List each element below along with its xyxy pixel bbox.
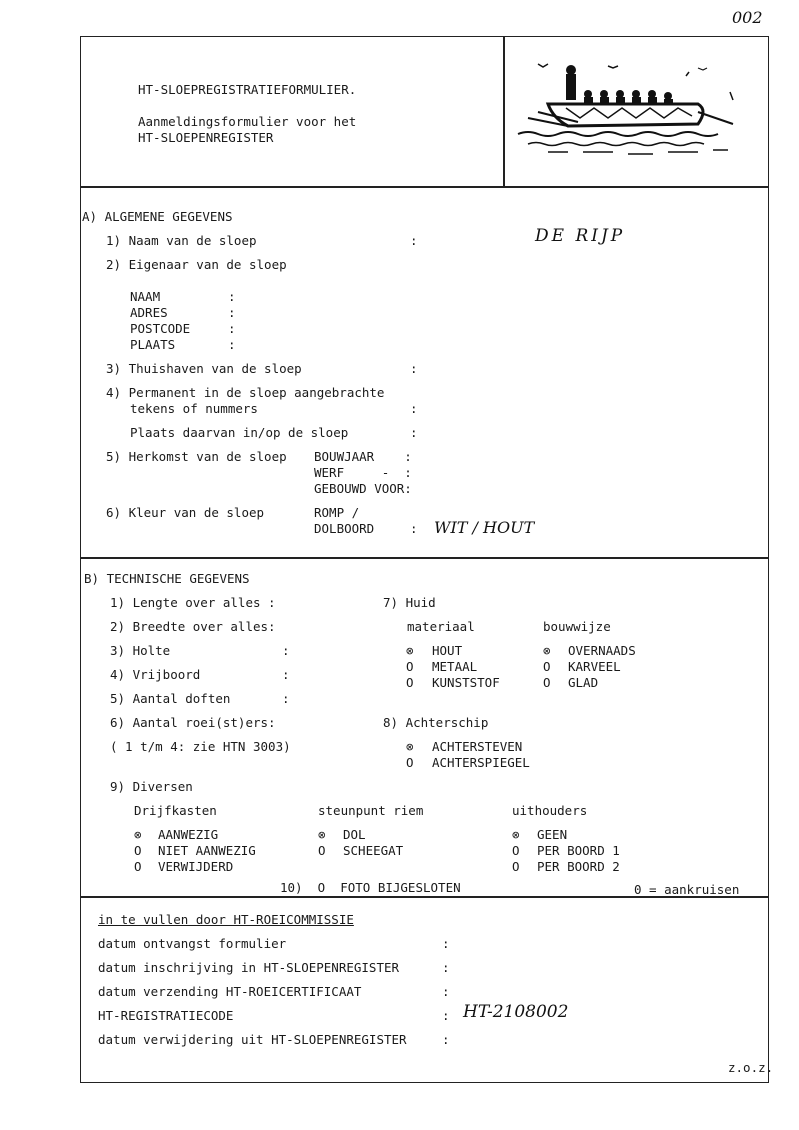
q5-field-gebouwd-voor: GEBOUWD VOOR: xyxy=(314,481,412,496)
owner-postcode-label: POSTCODE xyxy=(130,321,191,336)
checkbox-karveel[interactable]: O xyxy=(543,659,551,674)
q6-colon: : xyxy=(410,521,418,536)
checkbox-glad[interactable]: O xyxy=(543,675,551,690)
q4-colon: : xyxy=(410,401,418,416)
q3-colon: : xyxy=(410,361,418,376)
option-aanwezig: AANWEZIG xyxy=(158,827,219,842)
owner-address-colon: : xyxy=(228,305,236,320)
option-achtersteven: ACHTERSTEVEN xyxy=(432,739,523,754)
owner-name-label: NAAM xyxy=(130,289,161,304)
option-geen: GEEN xyxy=(537,827,568,842)
option-verwijderd: VERWIJDERD xyxy=(158,859,234,874)
form-subtitle-line1: Aanmeldingsformulier voor het xyxy=(138,114,357,129)
q4-label-line2: tekens of nummers xyxy=(130,401,258,416)
q4-label-line1: 4) Permanent in de sloep aangebrachte xyxy=(106,385,385,400)
header-bottom-line xyxy=(80,186,768,188)
section-a-heading: A) ALGEMENE GEGEVENS xyxy=(82,209,233,224)
b-q5-label: 5) Aantal doften xyxy=(110,691,231,706)
option-karveel: KARVEEL xyxy=(568,659,621,674)
b-q1-label: 1) Lengte over alles : xyxy=(110,595,276,610)
q4b-label: Plaats daarvan in/op de sloep xyxy=(130,425,349,440)
checkbox-metaal[interactable]: O xyxy=(406,659,414,674)
owner-city-colon: : xyxy=(228,337,236,352)
b-q6-label: 6) Aantal roei(st)ers: xyxy=(110,715,276,730)
b-q10-photo-option[interactable]: 10) O FOTO BIJGESLOTEN xyxy=(280,880,461,895)
option-per-boord-2: PER BOORD 2 xyxy=(537,859,620,874)
option-per-boord-1: PER BOORD 1 xyxy=(537,843,620,858)
uithouders-label: uithouders xyxy=(512,803,588,818)
c-row-ontvangst-colon: : xyxy=(442,936,450,951)
checkbox-kunststof[interactable]: O xyxy=(406,675,414,690)
section-a-bottom-line xyxy=(80,557,768,559)
rowing-boat-illustration xyxy=(508,52,758,172)
option-metaal: METAAL xyxy=(432,659,478,674)
owner-name-colon: : xyxy=(228,289,236,304)
q5-field-bouwjaar: BOUWJAAR : xyxy=(314,449,412,464)
c-row-registratiecode-colon: : xyxy=(442,1008,450,1023)
c-row-verzending-colon: : xyxy=(442,984,450,999)
b-q6-note: ( 1 t/m 4: zie HTN 3003) xyxy=(110,739,291,754)
option-achterspiegel: ACHTERSPIEGEL xyxy=(432,755,530,770)
c-row-verwijdering-colon: : xyxy=(442,1032,450,1047)
b-q4-label: 4) Vrijboord xyxy=(110,667,201,682)
owner-address-label: ADRES xyxy=(130,305,168,320)
checkbox-achtersteven[interactable]: ⊗ xyxy=(406,739,414,754)
option-kunststof: KUNSTSTOF xyxy=(432,675,500,690)
section-b-heading: B) TECHNISCHE GEGEVENS xyxy=(84,571,250,586)
drijfkasten-label: Drijfkasten xyxy=(134,803,217,818)
owner-postcode-colon: : xyxy=(228,321,236,336)
b-q8-label: 8) Achterschip xyxy=(383,715,489,730)
zoz-note: z.o.z. xyxy=(728,1060,774,1075)
boat-color-value: WIT / HOUT xyxy=(434,518,535,537)
header-divider xyxy=(503,36,505,186)
materiaal-label: materiaal xyxy=(407,619,475,634)
c-row-inschrijving-colon: : xyxy=(442,960,450,975)
q3-label: 3) Thuishaven van de sloep xyxy=(106,361,302,376)
owner-city-label: PLAATS xyxy=(130,337,176,352)
b-q7-label: 7) Huid xyxy=(383,595,436,610)
c-row-registratiecode-label: HT-REGISTRATIECODE xyxy=(98,1008,234,1023)
checkbox-hout[interactable]: ⊗ xyxy=(406,643,414,658)
page-number: 002 xyxy=(732,8,763,27)
q6-field-dolboord: DOLBOORD xyxy=(314,521,375,536)
c-row-inschrijving-label: datum inschrijving in HT-SLOEPENREGISTER xyxy=(98,960,400,975)
c-row-ontvangst-label: datum ontvangst formulier xyxy=(98,936,287,951)
form-title: HT-SLOEPREGISTRATIEFORMULIER. xyxy=(138,82,357,97)
section-c-heading: in te vullen door HT-ROEICOMMISSIE xyxy=(98,912,354,927)
registration-code-value: HT-2108002 xyxy=(463,1002,569,1022)
option-niet-aanwezig: NIET AANWEZIG xyxy=(158,843,256,858)
b-q4-colon: : xyxy=(282,667,290,682)
boat-name-value: DE RIJP xyxy=(535,226,626,246)
checkbox-niet-aanwezig[interactable]: O xyxy=(134,843,142,858)
q5-field-werf: WERF - : xyxy=(314,465,412,480)
b-q3-colon: : xyxy=(282,643,290,658)
b-q3-label: 3) Holte xyxy=(110,643,171,658)
q5-label: 5) Herkomst van de sloep xyxy=(106,449,287,464)
checkbox-overnaads[interactable]: ⊗ xyxy=(543,643,551,658)
checkbox-scheegat[interactable]: O xyxy=(318,843,326,858)
b-q9-label: 9) Diversen xyxy=(110,779,193,794)
c-row-verwijdering-label: datum verwijdering uit HT-SLOEPENREGISTER xyxy=(98,1032,407,1047)
b-q5-colon: : xyxy=(282,691,290,706)
legend-text: 0 = aankruisen xyxy=(634,882,740,897)
b-q2-label: 2) Breedte over alles: xyxy=(110,619,276,634)
q4b-colon: : xyxy=(410,425,418,440)
q6-label: 6) Kleur van de sloep xyxy=(106,505,265,520)
option-glad: GLAD xyxy=(568,675,599,690)
checkbox-per-boord-1[interactable]: O xyxy=(512,843,520,858)
q2-label: 2) Eigenaar van de sloep xyxy=(106,257,287,272)
form-subtitle-line2: HT-SLOEPENREGISTER xyxy=(138,130,274,145)
q1-label: 1) Naam van de sloep xyxy=(106,233,257,248)
option-dol: DOL xyxy=(343,827,366,842)
checkbox-achterspiegel[interactable]: O xyxy=(406,755,414,770)
option-scheegat: SCHEEGAT xyxy=(343,843,404,858)
checkbox-dol[interactable]: ⊗ xyxy=(318,827,326,842)
c-row-verzending-label: datum verzending HT-ROEICERTIFICAAT xyxy=(98,984,362,999)
checkbox-geen[interactable]: ⊗ xyxy=(512,827,520,842)
checkbox-verwijderd[interactable]: O xyxy=(134,859,142,874)
option-overnaads: OVERNAADS xyxy=(568,643,636,658)
option-hout: HOUT xyxy=(432,643,463,658)
checkbox-aanwezig[interactable]: ⊗ xyxy=(134,827,142,842)
q1-colon: : xyxy=(410,233,418,248)
steunpunt-label: steunpunt riem xyxy=(318,803,424,818)
bouwwijze-label: bouwwijze xyxy=(543,619,611,634)
q6-field-romp: ROMP / xyxy=(314,505,360,520)
checkbox-per-boord-2[interactable]: O xyxy=(512,859,520,874)
